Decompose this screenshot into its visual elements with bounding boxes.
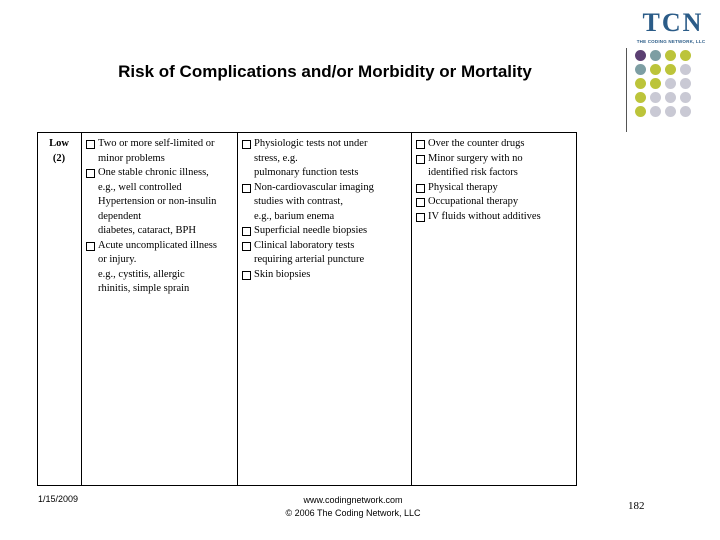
list-item-text: Clinical laboratory tests requiring arterial puncture [254,239,365,265]
list-item [416,152,574,181]
list-item-text: Skin biopsies [254,268,311,280]
checkbox-bullet-icon [86,169,95,178]
presenting-problems-cell [86,137,236,297]
checkbox-bullet-icon [86,242,95,251]
list-item [242,137,410,181]
checkbox-bullet-icon [416,184,425,193]
decorative-dot [665,50,676,61]
decorative-dot [650,78,661,89]
decorative-divider [626,48,627,132]
decorative-dot [680,50,691,61]
decorative-dot [650,106,661,117]
footer-center [258,494,448,520]
checkbox-bullet-icon [86,140,95,149]
list-item [416,195,574,210]
decorative-dot [635,106,646,117]
list-item [242,268,410,283]
decorative-dot [680,78,691,89]
checkbox-bullet-icon [242,140,251,149]
checkbox-bullet-icon [416,140,425,149]
list-item [416,181,574,196]
decorative-dot [665,92,676,103]
presenting-problems-list [86,137,236,297]
list-item [416,210,574,225]
list-item-text: IV fluids without additives [428,210,541,222]
list-item-text: Over the counter drugs [428,138,525,149]
decorative-dot [650,50,661,61]
column-divider [411,133,412,485]
diagnostic-procedures-cell [242,137,410,282]
decorative-dot [650,92,661,103]
list-item [242,181,410,225]
list-item [86,166,236,239]
list-item [242,239,410,268]
page-number: 182 [628,500,645,512]
logo [630,8,712,48]
list-item-text: Physiologic tests not under stress, e.g. pulmonary function tests [254,138,368,178]
column-divider [237,133,238,485]
list-item [86,239,236,297]
decorative-dot [635,50,646,61]
list-item-text: Physical therapy [428,181,498,193]
column-divider [81,133,82,485]
risk-level-label: Low (2) [49,138,69,164]
checkbox-bullet-icon [242,271,251,280]
decorative-dot [680,64,691,75]
footer-copyright: © 2006 The Coding Network, LLC [285,508,421,518]
management-options-cell [416,137,574,224]
diagnostic-procedures-list [242,137,410,282]
logo-subtitle: THE CODING NETWORK, LLC [636,39,706,44]
footer-url: www.codingnetwork.com [303,495,403,505]
decorative-dot [650,64,661,75]
checkbox-bullet-icon [242,184,251,193]
slide-title: Risk of Complications and/or Morbidity or Mortality [118,62,532,81]
list-item [416,137,574,152]
decorative-dot [680,106,691,117]
decorative-dot [665,106,676,117]
management-options-list [416,137,574,224]
checkbox-bullet-icon [242,242,251,251]
list-item-text: Minor surgery with no identified risk factors [428,152,523,178]
list-item-text: Acute uncomplicated illness or injury. e.g., cystitis, allergic rhinitis, simple sprain [98,239,217,294]
list-item-text: Superficial needle biopsies [254,225,368,236]
list-item [242,224,410,239]
decorative-dot [665,78,676,89]
decorative-dot [680,92,691,103]
footer-date: 1/15/2009 [38,494,79,504]
checkbox-bullet-icon [416,155,425,164]
list-item-text: Non-cardiovascular imaging studies with contrast, e.g., barium enema [254,181,374,222]
list-item [86,137,236,166]
risk-table [37,132,577,486]
logo-text: TCN [642,8,704,37]
list-item-text: One stable chronic illness, e.g., well controlled Hypertension or non-insulin dependent diabetes, cataract, BPH [98,167,217,236]
list-item-text: Occupational therapy [428,196,519,207]
list-item-text: Two or more self-limited or minor problems [98,138,215,164]
checkbox-bullet-icon [416,198,425,207]
decorative-dot [635,92,646,103]
decorative-dot-grid [635,50,715,120]
checkbox-bullet-icon [242,227,251,236]
checkbox-bullet-icon [416,213,425,222]
decorative-dot [665,64,676,75]
